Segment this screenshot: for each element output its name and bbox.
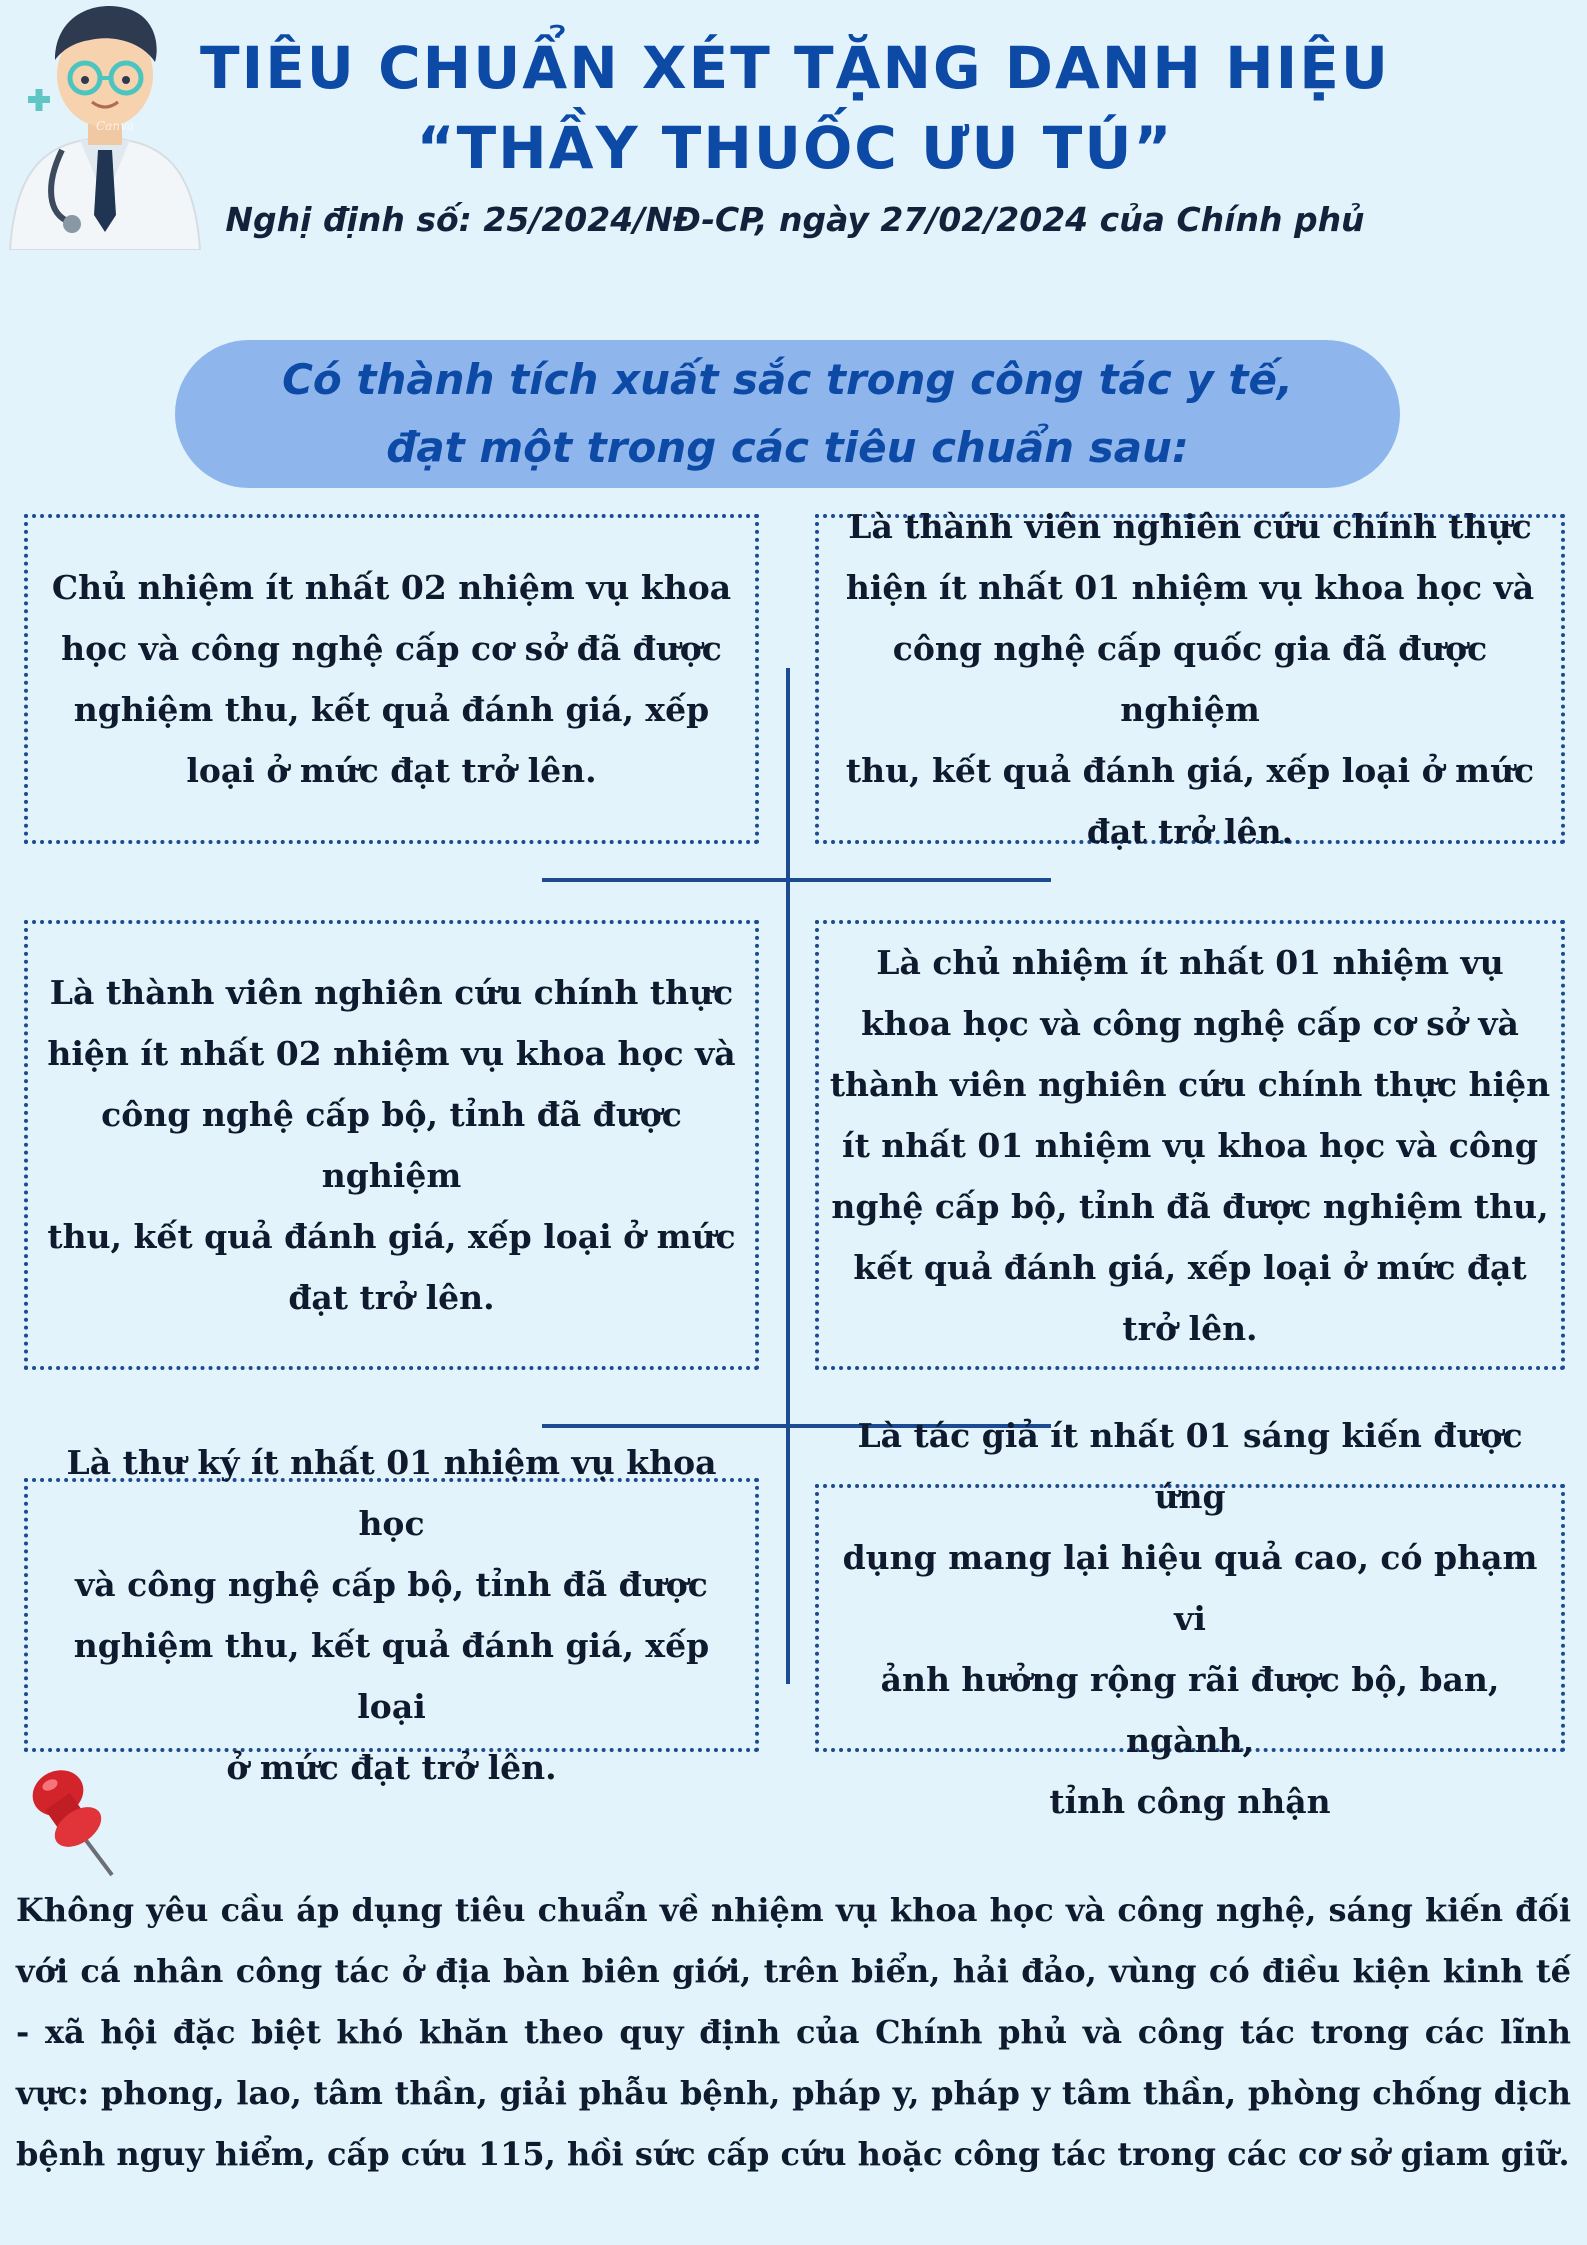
criterion-4-line: khoa học và công nghệ cấp cơ sở và — [861, 1003, 1519, 1043]
criterion-3-line: Là thành viên nghiên cứu chính thực — [49, 973, 734, 1012]
horizontal-divider-1 — [542, 878, 1051, 882]
watermark-text: Canva — [96, 119, 134, 133]
criterion-3-line: công nghệ cấp bộ, tỉnh đã được nghiệm — [101, 1095, 682, 1195]
criterion-1-line: Chủ nhiệm ít nhất 02 nhiệm vụ khoa — [51, 568, 732, 607]
criterion-6-line: ảnh hưởng rộng rãi được bộ, ban, ngành, — [880, 1659, 1500, 1760]
intro-banner — [175, 340, 1400, 488]
red-push-pin-icon — [20, 1765, 130, 1885]
criterion-5-line: nghiệm thu, kết quả đánh giá, xếp loại — [73, 1626, 710, 1726]
criterion-2-line: hiện ít nhất 01 nhiệm vụ khoa học và — [845, 568, 1535, 607]
criterion-box-5 — [24, 1443, 759, 1787]
criterion-4-line: Là chủ nhiệm ít nhất 01 nhiệm vụ — [876, 942, 1504, 982]
criterion-2-line: Là thành viên nghiên cứu chính thực — [848, 507, 1532, 546]
doctor-illustration-icon — [0, 0, 210, 250]
criterion-6-line: dụng mang lại hiệu quả cao, có phạm vi — [842, 1537, 1538, 1638]
criterion-5-line: ở mức đạt trở lên. — [226, 1748, 557, 1787]
criterion-5-line: Là thư ký ít nhất 01 nhiệm vụ khoa học — [66, 1443, 717, 1543]
criterion-4-line: trở lên. — [1122, 1308, 1258, 1348]
criterion-2-line: thu, kết quả đánh giá, xếp loại ở mức — [845, 751, 1535, 790]
criterion-3-line: đạt trở lên. — [288, 1278, 495, 1317]
criterion-2-line: đạt trở lên. — [1086, 812, 1294, 851]
criterion-1-line: nghiệm thu, kết quả đánh giá, xếp — [73, 690, 710, 729]
criterion-box-4 — [815, 920, 1565, 1370]
criterion-box-1 — [24, 514, 759, 844]
criterion-6-line: tỉnh công nhận — [1049, 1781, 1331, 1821]
criterion-box-6 — [815, 1415, 1565, 1821]
title-line-2: “THẦY THUỐC ƯU TÚ” — [416, 114, 1174, 182]
criterion-2-line: công nghệ cấp quốc gia đã được nghiệm — [892, 629, 1488, 729]
criterion-4-line: kết quả đánh giá, xếp loại ở mức đạt — [853, 1247, 1527, 1287]
criterion-4-line: thành viên nghiên cứu chính thực hiện — [829, 1064, 1551, 1104]
vertical-divider — [786, 668, 790, 1684]
criterion-5-line: và công nghệ cấp bộ, tỉnh đã được — [75, 1565, 708, 1604]
criterion-1-line: học và công nghệ cấp cơ sở đã được — [61, 629, 722, 668]
decree-subtitle: Nghị định số: 25/2024/NĐ-CP, ngày 27/02/2024 của Chính phủ — [225, 200, 1365, 239]
page-title — [200, 28, 1390, 188]
criterion-4-line: nghệ cấp bộ, tỉnh đã được nghiệm thu, — [831, 1186, 1549, 1226]
banner-line-2: đạt một trong các tiêu chuẩn sau: — [386, 423, 1189, 472]
exemption-note: Không yêu cầu áp dụng tiêu chuẩn về nhiệm vụ khoa học và công nghệ, sáng kiến đối với cá nhân công tác ở địa bàn biên giới, trên biển, hải đảo, vùng có điều kiện kinh tế - xã hội đặc biệt khó khăn theo quy định của Chính phủ và công tác trong các lĩnh vực: phong, lao, tâm thần, giải phẫu bệnh, pháp y, pháp y tâm thần, phòng chống dịch bệnh nguy hiểm, cấp cứu 115, hồi sức cấp cứu hoặc công tác trong các cơ sở giam giữ. — [16, 1891, 1571, 2173]
criterion-6-line: Là tác giả ít nhất 01 sáng kiến được ứng — [857, 1415, 1523, 1516]
criterion-3-line: hiện ít nhất 02 nhiệm vụ khoa học và — [47, 1034, 736, 1073]
criterion-4-line: ít nhất 01 nhiệm vụ khoa học và công — [842, 1125, 1538, 1165]
banner-line-1: Có thành tích xuất sắc trong công tác y tế, — [282, 355, 1293, 404]
title-line-1: TIÊU CHUẨN XÉT TẶNG DANH HIỆU — [200, 34, 1390, 102]
criterion-box-2 — [815, 507, 1565, 851]
criterion-box-3 — [24, 920, 759, 1370]
criterion-3-line: thu, kết quả đánh giá, xếp loại ở mức — [47, 1217, 736, 1256]
criterion-1-line: loại ở mức đạt trở lên. — [186, 751, 597, 790]
